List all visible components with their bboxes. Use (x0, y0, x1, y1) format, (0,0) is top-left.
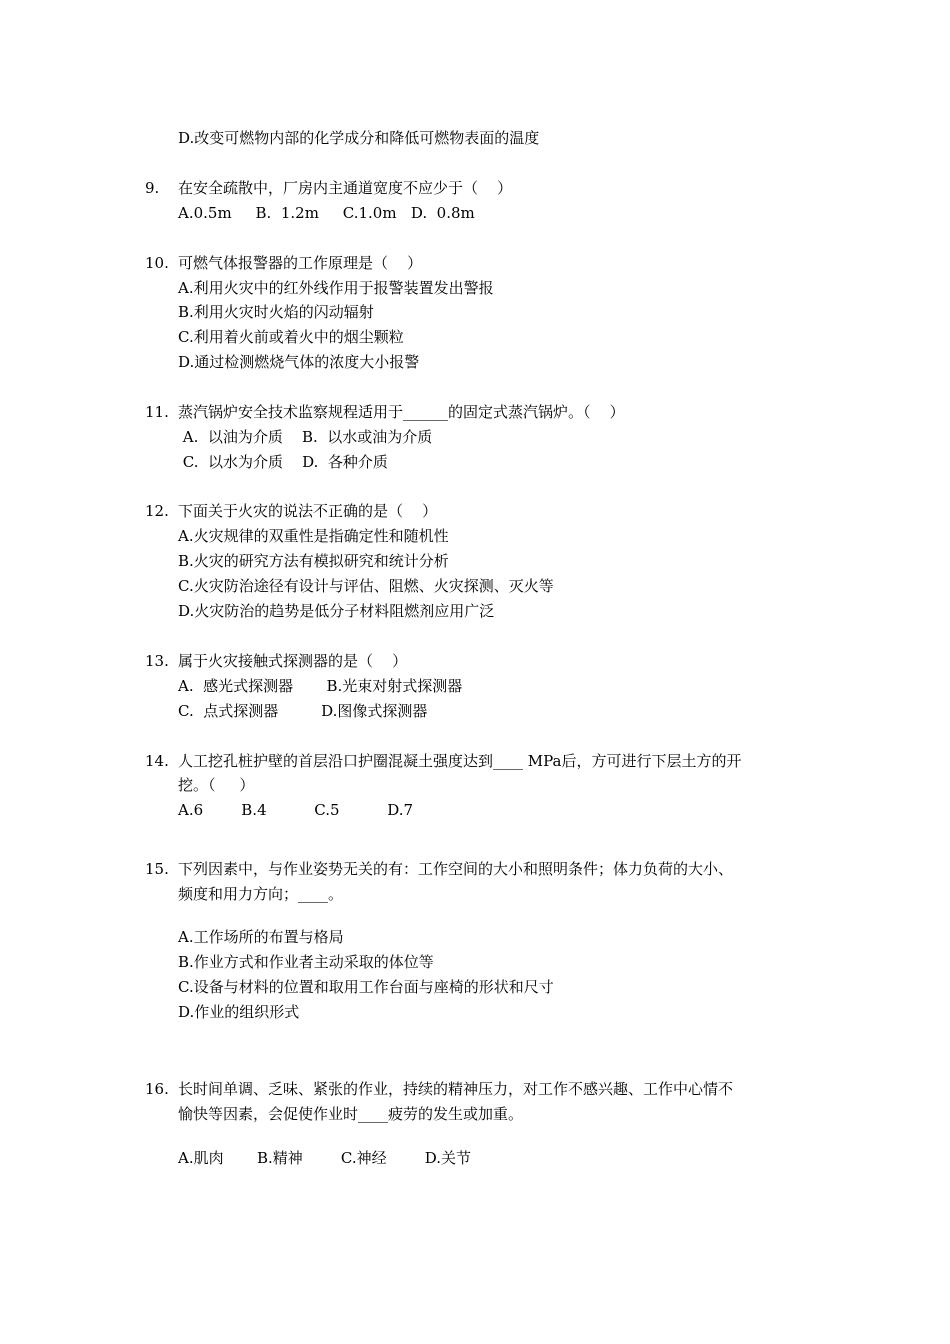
question-16-stem-line-2: 愉快等因素，会促使作业时____疲劳的发生或加重。 (178, 1105, 524, 1123)
question-12-stem: 下面关于火灾的说法不正确的是（ ） (178, 502, 438, 520)
continuation-option-d: D.改变可燃物内部的化学成分和降低可燃物表面的温度 (178, 129, 540, 147)
question-11-options-row-1: A. 以油为介质 B. 以水或油为介质 (178, 428, 433, 446)
question-10-stem: 可燃气体报警器的工作原理是（ ） (178, 254, 423, 272)
question-10-option-b: B.利用火灾时火焰的闪动辐射 (178, 303, 374, 321)
question-15-number: 15. (145, 860, 169, 878)
question-11-options-row-2: C. 以水为介质 D. 各种介质 (178, 453, 388, 471)
question-16-stem-line-1: 长时间单调、乏味、紧张的作业，持续的精神压力，对工作不感兴趣、工作中心情不 (178, 1080, 734, 1098)
question-12-option-b: B.火灾的研究方法有模拟研究和统计分析 (178, 552, 449, 570)
question-12-option-d: D.火灾防治的趋势是低分子材料阻燃剂应用广泛 (178, 602, 495, 620)
question-9-stem: 在安全疏散中，厂房内主通道宽度不应少于（ ） (178, 179, 513, 197)
question-14-stem-line-2: 挖。（ ） (178, 776, 255, 794)
question-13-stem: 属于火灾接触式探测器的是（ ） (178, 652, 408, 670)
question-15-stem-line-1: 下列因素中，与作业姿势无关的有：工作空间的大小和照明条件；体力负荷的大小、 (178, 860, 734, 878)
question-13-options-row-2: C. 点式探测器 D.图像式探测器 (178, 702, 428, 720)
question-14-number: 14. (145, 752, 169, 770)
question-12-option-c: C.火灾防治途径有设计与评估、阻燃、火灾探测、灭火等 (178, 577, 554, 595)
question-10-option-a: A.利用火灾中的红外线作用于报警装置发出警报 (178, 279, 494, 297)
question-10-option-d: D.通过检测燃烧气体的浓度大小报警 (178, 353, 420, 371)
question-15-option-a: A.工作场所的布置与格局 (178, 928, 344, 946)
question-16-number: 16. (145, 1080, 169, 1098)
question-10-option-c: C.利用着火前或着火中的烟尘颗粒 (178, 328, 404, 346)
question-11-number: 11. (145, 403, 169, 421)
question-14-stem-line-1: 人工挖孔桩护壁的首层沿口护圈混凝土强度达到____ MPa后，方可进行下层土方的开 (178, 752, 742, 770)
question-15-option-b: B.作业方式和作业者主动采取的体位等 (178, 953, 434, 971)
question-14-options: A.6 B.4 C.5 D.7 (178, 801, 414, 819)
question-9-options: A.0.5m B. 1.2m C.1.0m D. 0.8m (178, 204, 475, 222)
question-10-number: 10. (145, 254, 169, 272)
question-15-stem-line-2: 频度和用力方向；____。 (178, 885, 344, 903)
question-9-number: 9. (145, 179, 160, 197)
question-15-option-d: D.作业的组织形式 (178, 1003, 300, 1021)
question-12-number: 12. (145, 502, 169, 520)
question-11-stem: 蒸汽锅炉安全技术监察规程适用于______的固定式蒸汽锅炉。（ ） (178, 403, 625, 421)
question-13-options-row-1: A. 感光式探测器 B.光束对射式探测器 (178, 677, 463, 695)
question-16-options: A.肌肉 B.精神 C.神经 D.关节 (178, 1149, 472, 1167)
question-12-option-a: A.火灾规律的双重性是指确定性和随机性 (178, 527, 449, 545)
question-13-number: 13. (145, 652, 169, 670)
question-15-option-c: C.设备与材料的位置和取用工作台面与座椅的形状和尺寸 (178, 978, 554, 996)
